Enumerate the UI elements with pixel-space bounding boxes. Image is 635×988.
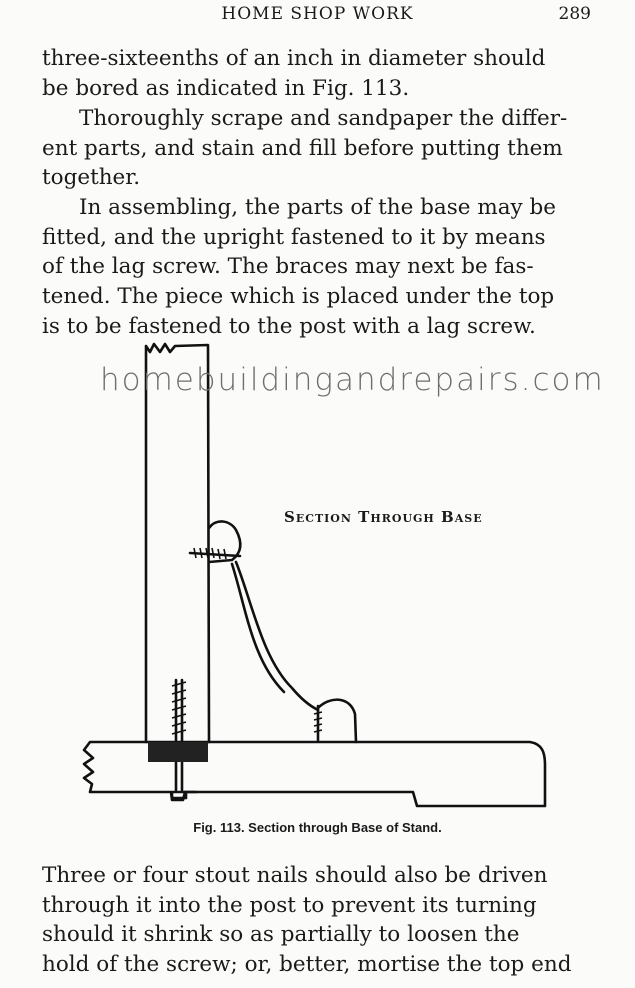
running-head: HOME SHOP WORK <box>221 4 414 24</box>
text-line: three-sixteenths of an inch in diameter should <box>42 46 546 71</box>
text-line: Three or four stout nails should also be driven <box>42 863 548 888</box>
watermark: homebuildingandrepairs.com <box>100 362 605 398</box>
text-line: ent parts, and stain and fill before putting them <box>42 135 563 161</box>
text-line: of the lag screw. The braces may next be fas- <box>42 254 534 280</box>
paragraph-2 <box>42 104 592 193</box>
text-line: In assembling, the parts of the base may be <box>79 195 556 220</box>
text-line: Thoroughly scrape and sandpaper the differ- <box>79 106 568 131</box>
brace-curve <box>236 562 318 710</box>
section-drawing <box>0 340 635 840</box>
paragraph-1 <box>42 44 592 103</box>
page-number: 289 <box>558 4 591 24</box>
brace-knob-bottom <box>318 700 356 742</box>
text-line: tened. The piece which is placed under the top <box>42 284 555 310</box>
text-line: fitted, and the upright fastened to it by means <box>42 224 546 250</box>
text-line: through it into the post to prevent its turning <box>42 892 537 918</box>
upright-post <box>146 344 209 742</box>
top-screw <box>190 553 240 556</box>
text-line: be bored as indicated in Fig. 113. <box>42 75 410 101</box>
figure-113 <box>0 340 635 840</box>
text-line: should it shrink so as partially to loosen the <box>42 922 520 948</box>
page-header <box>0 4 635 28</box>
paragraph-4 <box>42 861 592 980</box>
paragraph-3 <box>42 193 592 342</box>
figure-label: Section Through Base <box>284 508 483 526</box>
text-line: hold of the screw; or, better, mortise the top end <box>42 952 572 978</box>
hatched-block <box>148 742 208 762</box>
text-line: together. <box>42 165 141 191</box>
lag-screw <box>176 680 182 790</box>
figure-caption: Fig. 113. Section through Base of Stand. <box>193 820 442 835</box>
text-line: is to be fastened to the post with a lag screw. <box>42 313 536 339</box>
